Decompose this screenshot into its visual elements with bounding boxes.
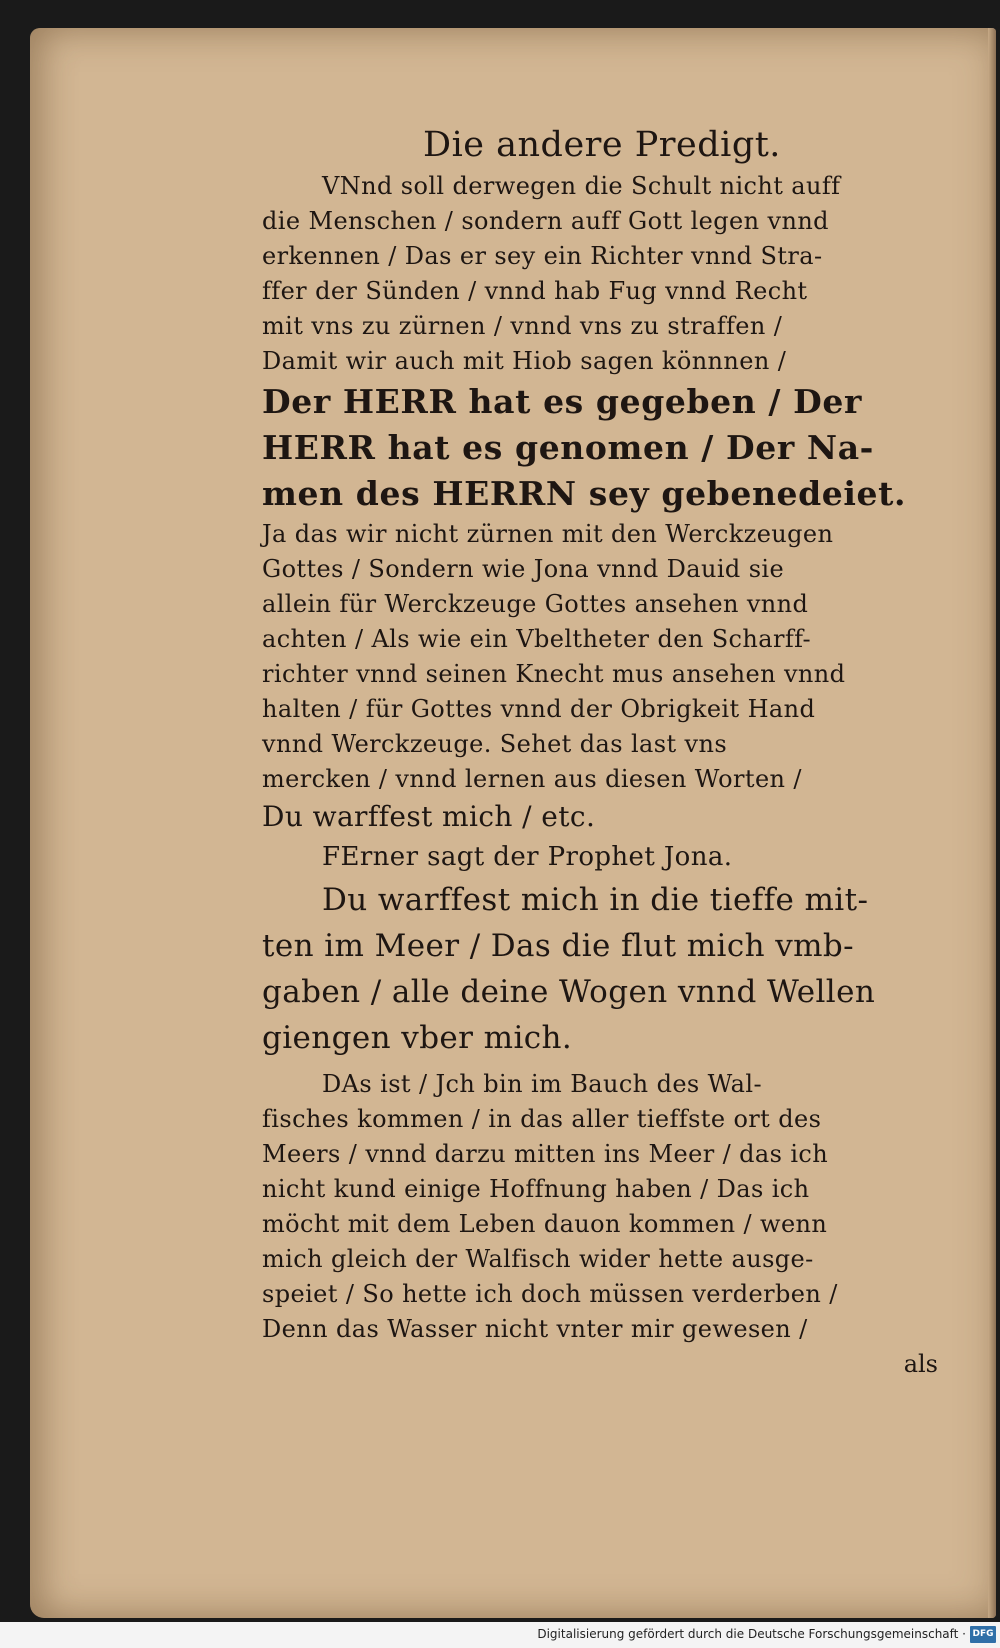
text-line-indented: FErner sagt der Prophet Jona. — [322, 842, 733, 872]
text-line-large: giengen vber mich. — [262, 1020, 573, 1056]
text-line-large: men des HERRN sey gebenedeiet. — [262, 474, 907, 513]
text-line: richter vnnd seinen Knecht mus ansehen vnnd — [262, 660, 846, 688]
text-line-large: ten im Meer / Das die flut mich vmb- — [262, 928, 855, 964]
text-line: Denn das Wasser nicht vnter mir gewesen / — [262, 1315, 808, 1343]
text-line: nicht kund einige Hoffnung haben / Das ich — [262, 1175, 810, 1203]
text-line: allein für Werckzeuge Gottes ansehen vnnd — [262, 590, 809, 618]
funding-notice: Digitalisierung gefördert durch die Deutsche Forschungsgemeinschaft · — [537, 1627, 966, 1641]
text-line-medium: Du warffest mich / etc. — [262, 800, 596, 833]
page-text-block — [262, 123, 942, 1381]
text-line: fisches kommen / in das aller tieffste ort des — [262, 1105, 822, 1133]
text-line: mit vns zu zürnen / vnnd vns zu straffen / — [262, 312, 783, 340]
text-line: Gottes / Sondern wie Jona vnnd Dauid sie — [262, 555, 785, 583]
text-line: möcht mit dem Leben dauon kommen / wenn — [262, 1210, 828, 1238]
text-line: achten / Als wie ein Vbeltheter den Scharff- — [262, 625, 812, 653]
dfg-logo: DFG — [970, 1626, 996, 1643]
text-line-indented: DAs ist / Jch bin im Bauch des Wal- — [322, 1070, 762, 1098]
text-line: vnnd Werckzeuge. Sehet das last vns — [262, 730, 728, 758]
text-line-large: gaben / alle deine Wogen vnnd Wellen — [262, 974, 876, 1010]
text-line: Ja das wir nicht zürnen mit den Werckzeugen — [262, 520, 834, 548]
text-line-large-indented: Du warffest mich in die tieffe mit- — [322, 882, 869, 918]
book-page — [30, 28, 996, 1618]
text-line: Damit wir auch mit Hiob sagen könnnen / — [262, 347, 787, 375]
text-line: ffer der Sünden / vnnd hab Fug vnnd Recht — [262, 277, 808, 305]
text-line: halten / für Gottes vnnd der Obrigkeit Hand — [262, 695, 816, 723]
text-line: erkennen / Das er sey ein Richter vnnd Stra- — [262, 242, 823, 270]
text-line: speiet / So hette ich doch müssen verderben / — [262, 1280, 838, 1308]
text-line: die Menschen / sondern auff Gott legen vnnd — [262, 207, 829, 235]
catchword: als — [903, 1350, 938, 1378]
text-line: Meers / vnnd darzu mitten ins Meer / das ich — [262, 1140, 829, 1168]
text-line: mercken / vnnd lernen aus diesen Worten / — [262, 765, 802, 793]
text-line: VNnd soll derwegen die Schult nicht auff — [322, 172, 841, 200]
text-line-large: HERR hat es genomen / Der Na- — [262, 428, 874, 467]
text-line-large: Der HERR hat es gegeben / Der — [262, 382, 862, 421]
text-line: mich gleich der Walfisch wider hette ausge- — [262, 1245, 814, 1273]
footer-bar — [0, 1622, 1000, 1648]
running-head: Die andere Predigt. — [423, 125, 781, 165]
